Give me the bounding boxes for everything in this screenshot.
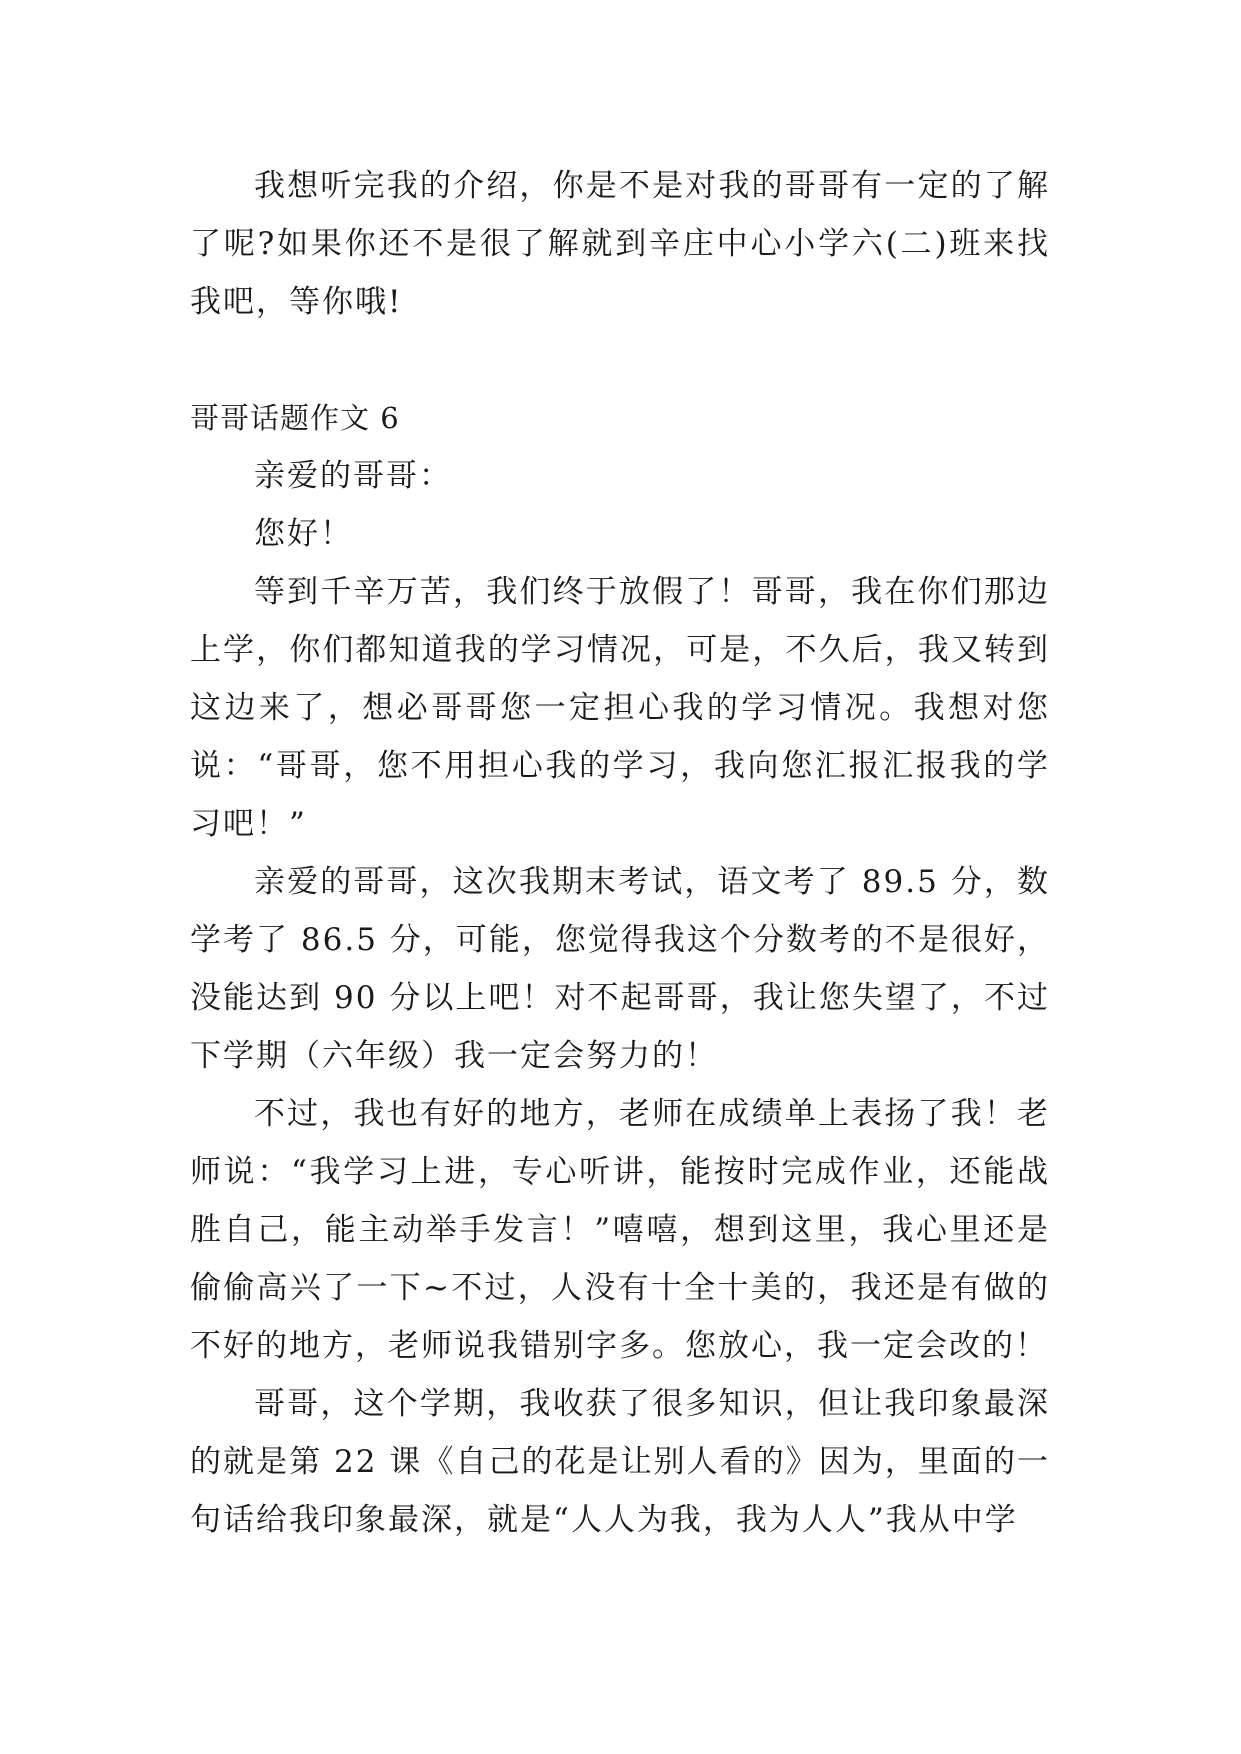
letter-paragraph: 等到千辛万苦，我们终于放假了！哥哥，我在你们那边上学，你们都知道我的学习情况，可是，不久后，我又转到这边来了，想必哥哥您一定担心我的学习情况。我想对您说：“哥哥，您不用担心我的学习，我向您汇报汇报我的学习吧！” — [190, 574, 1050, 842]
section-heading: 哥哥话题作文 6 — [190, 401, 400, 435]
essay-block — [190, 389, 1050, 1549]
letter-salutation: 亲爱的哥哥： — [254, 458, 452, 494]
intro-block — [190, 157, 1050, 331]
letter-greeting: 您好！ — [254, 516, 353, 552]
letter-paragraph: 不过，我也有好的地方，老师在成绩单上表扬了我！老师说：“我学习上进，专心听讲，能按时完成作业，还能战胜自己，能主动举手发言！”嘻嘻，想到这里，我心里还是偷偷高兴了一下~不过，人没有十全十美的，我还是有做的不好的地方，老师说我错别字多。您放心，我一定会改的！ — [190, 1096, 1050, 1364]
letter-paragraph: 亲爱的哥哥，这次我期末考试，语文考了 89.5 分，数学考了 86.5 分，可能，您觉得我这个分数考的不是很好，没能达到 90 分以上吧！对不起哥哥，我让您失望了，不过下学期（六年级）我一定会努力的！ — [190, 864, 1050, 1074]
letter-paragraph: 哥哥，这个学期，我收获了很多知识，但让我印象最深的就是第 22 课《自己的花是让别人看的》因为，里面的一句话给我印象最深，就是“人人为我，我为人人”我从中学 — [190, 1386, 1050, 1538]
intro-paragraph: 我想听完我的介绍，你是不是对我的哥哥有一定的了解了呢?如果你还不是很了解就到辛庄中心小学六(二)班来找我吧，等你哦! — [190, 168, 1050, 320]
